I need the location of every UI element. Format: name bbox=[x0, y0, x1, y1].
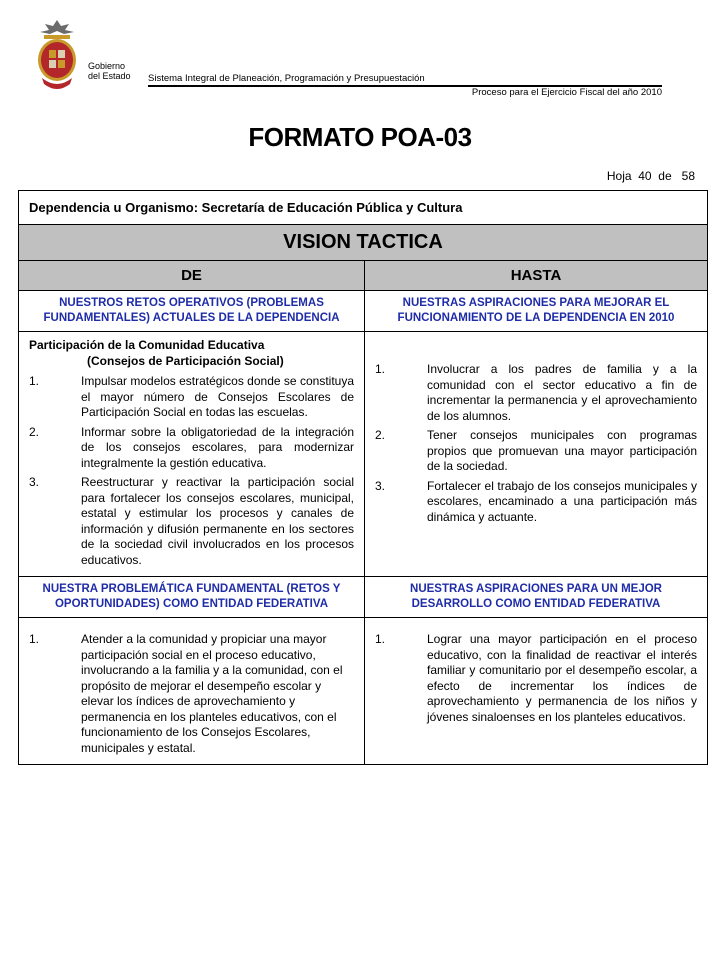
section1-left-body bbox=[19, 332, 365, 577]
page-total: 58 bbox=[681, 169, 695, 183]
page-current: 40 bbox=[638, 169, 652, 183]
section2-right-list bbox=[375, 632, 697, 725]
system-name: Sistema Integral de Planeación, Programación y Presupuestación bbox=[148, 73, 425, 84]
vision-table bbox=[18, 190, 708, 765]
government-line-1: Gobierno bbox=[88, 61, 126, 71]
government-line-2: del Estado bbox=[88, 71, 131, 81]
section2-right-body bbox=[365, 618, 708, 765]
page-sep: de bbox=[658, 169, 672, 183]
section1-right-list bbox=[375, 362, 697, 525]
fiscal-process-label: Proceso para el Ejercicio Fiscal del año 2010 bbox=[471, 87, 662, 98]
section1-lead: Participación de la Comunidad Educativa bbox=[29, 338, 265, 352]
section1-left-header: NUESTROS RETOS OPERATIVOS (PROBLEMAS FUNDAMENTALES) ACTUALES DE LA DEPENDENCIA bbox=[19, 291, 365, 332]
section2-left-list bbox=[29, 632, 354, 756]
section1-right-body bbox=[365, 332, 708, 577]
column-to-heading: HASTA bbox=[365, 261, 708, 291]
list-item: 1. Atender a la comunidad y propiciar una mayor participación social en el proceso educativo, involucrando a la familia y a la comunidad, con el propósito de mejorar el desempeño escolar y elevar los índices de aprovechamiento y permanencia en los planteles educativos, con el funcionamiento de los Consejos Escolares, municipales y estatal. bbox=[29, 632, 343, 755]
list-item: 2. Informar sobre la obligatoriedad de la integración de los consejos escolares, para modernizar integralmente la gestión educativa. bbox=[29, 424, 354, 470]
government-label bbox=[88, 61, 131, 81]
section1-left-list bbox=[29, 374, 354, 568]
section2-left-header: NUESTRA PROBLEMÁTICA FUNDAMENTAL (RETOS Y OPORTUNIDADES) COMO ENTIDAD FEDERATIVA bbox=[19, 577, 365, 618]
section1-right-header: NUESTRAS ASPIRACIONES PARA MEJORAR EL FUNCIONAMIENTO DE LA DEPENDENCIA EN 2010 bbox=[365, 291, 708, 332]
vision-heading: VISION TACTICA bbox=[19, 225, 708, 261]
list-item: 3. Reestructurar y reactivar la participación social para fortalecer los consejos escolares, municipal, estatal y estimular los procesos y canales de información y difusión permanente en los sectores de la sociedad civil involucrados en los procesos educativos. bbox=[29, 475, 354, 567]
section2-left-body bbox=[19, 618, 365, 765]
page-counter bbox=[607, 169, 695, 183]
state-seal-logo bbox=[34, 18, 80, 94]
list-item: 2. Tener consejos municipales con programas propios que promuevan una mayor participación de la sociedad. bbox=[375, 428, 697, 473]
page-header bbox=[0, 0, 720, 110]
list-item: 3. Fortalecer el trabajo de los consejos municipales y escolares, encaminado a una participación más dinámica y actuante. bbox=[375, 478, 697, 524]
document-title: FORMATO POA-03 bbox=[248, 122, 472, 152]
page-label: Hoja bbox=[606, 169, 632, 183]
section2-right-header: NUESTRAS ASPIRACIONES PARA UN MEJOR DESARROLLO COMO ENTIDAD FEDERATIVA bbox=[365, 577, 708, 618]
list-item: 1. Involucrar a los padres de familia y a la comunidad con el sector educativo a fin de incrementar la permanencia y el aprovechamiento de los alumnos. bbox=[375, 362, 697, 423]
column-from-heading: DE bbox=[19, 261, 365, 291]
dependency-row: Dependencia u Organismo: Secretaría de Educación Pública y Cultura bbox=[19, 191, 708, 225]
list-item: 1. Impulsar modelos estratégicos donde se constituya el mayor número de Consejos Escolares de Participación Social en todas las escuelas. bbox=[29, 374, 354, 419]
list-item: 1. Lograr una mayor participación en el proceso educativo, con la finalidad de reactivar el interés familiar y comunitario por el desempeño escolar, a efecto de incrementar los índices de aprovechamiento y permanencia de los niños y jóvenes sinaloenses en los planteles educativos. bbox=[375, 632, 697, 724]
section1-lead-sub: (Consejos de Participación Social) bbox=[87, 353, 284, 368]
